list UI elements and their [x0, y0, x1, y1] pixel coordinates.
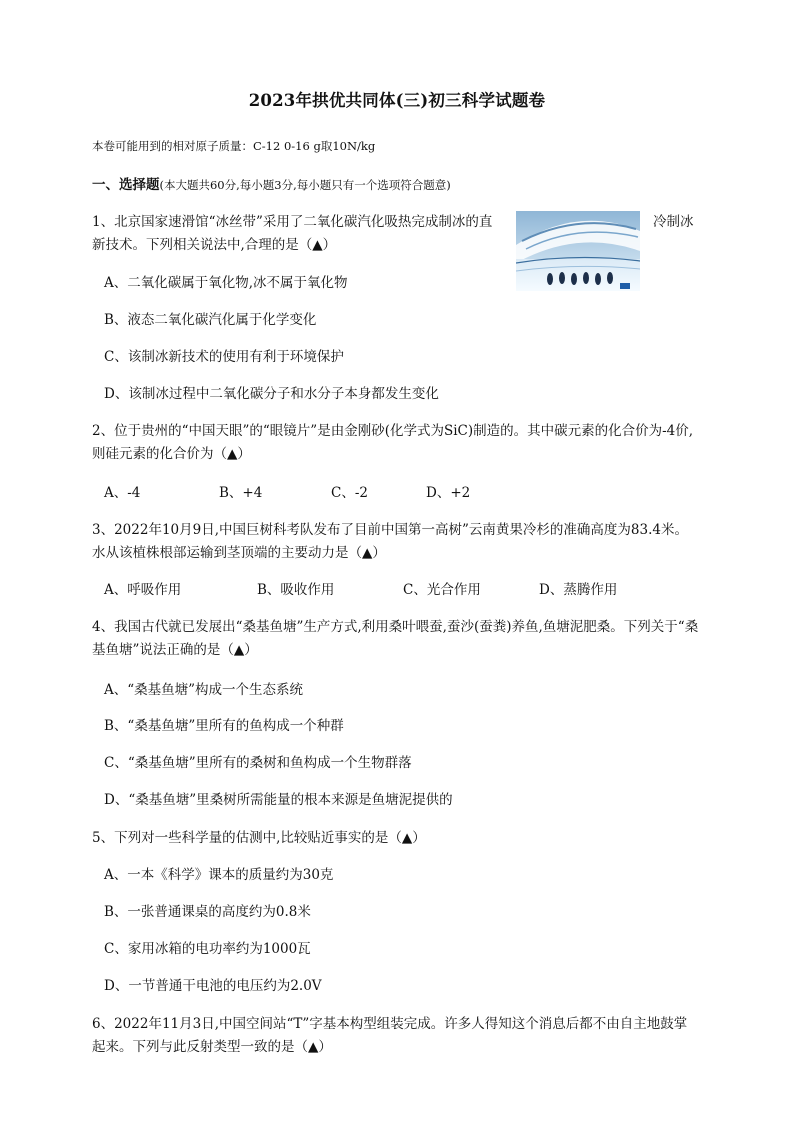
question-2-line-1: 2、位于贵州的“中国天眼”的“眼镜片”是由金刚砂(化学式为SiC)制造的。其中碳元素的化合价为-4价,: [92, 423, 694, 439]
q4-option-d: D、“桑基鱼塘”里桑树所需能量的根本来源是鱼塘泥提供的: [104, 792, 453, 808]
q3-option-a: A、呼吸作用: [104, 582, 182, 598]
q1-option-d: D、该制冰过程中二氧化碳分子和水分子本身都发生变化: [104, 386, 439, 402]
question-4-line-2: 基鱼塘”说法正确的是（▲）: [92, 642, 258, 658]
q4-option-a: A、“桑基鱼塘”构成一个生态系统: [104, 682, 304, 698]
question-2-line-2: 则硅元素的化合价为（▲）: [92, 446, 251, 462]
speed-skating-oval-photo: [516, 211, 640, 291]
question-1-line-1: 1、北京国家速滑馆“冰丝带”采用了二氧化碳汽化吸热完成制冰的直: [92, 214, 493, 230]
q3-option-b: B、吸收作用: [257, 582, 335, 598]
question-1-line-2: 新技术。下列相关说法中,合理的是（▲）: [92, 237, 337, 253]
question-6-line-1: 6、2022年11月3日,中国空间站“T”字基本构型组装完成。许多人得知这个消息后都不由自主地鼓掌: [92, 1016, 688, 1032]
question-6-line-2: 起来。下列与此反射类型一致的是（▲）: [92, 1039, 332, 1055]
q5-option-c: C、家用冰箱的电功率约为1000瓦: [104, 941, 311, 957]
section-instructions: (本大题共60分,每小题3分,每小题只有一个选项符合题意): [159, 178, 451, 192]
section-title: 一、选择题: [92, 177, 160, 193]
question-3-line-1: 3、2022年10月9日,中国巨树科考队发布了目前中国第一高树”云南黄果冷杉的准确高度为83.4米。: [92, 522, 688, 538]
q4-option-c: C、“桑基鱼塘”里所有的桑树和鱼构成一个生物群落: [104, 755, 412, 771]
q4-option-b: B、“桑基鱼塘”里所有的鱼构成一个种群: [104, 718, 344, 734]
q5-option-a: A、一本《科学》课本的质量约为30克: [104, 867, 334, 883]
question-4-line-1: 4、我国古代就已发展出“桑基鱼塘”生产方式,利用桑叶喂蚕,蚕沙(蚕粪)养鱼,鱼塘泥肥桑。下列关于“桑: [92, 619, 699, 635]
section-heading: [92, 173, 451, 193]
q1-option-c: C、该制冰新技术的使用有利于环境保护: [104, 349, 344, 365]
question-5-line-1: 5、下列对一些科学量的估测中,比较贴近事实的是（▲）: [92, 830, 426, 846]
q1-option-b: B、液态二氧化碳汽化属于化学变化: [104, 312, 317, 328]
q1-option-a: A、二氧化碳属于氧化物,冰不属于氧化物: [104, 275, 348, 291]
q2-option-a: A、-4: [104, 485, 141, 501]
question-1-line-1-tail: 冷制冰: [653, 214, 694, 230]
question-3-line-2: 水从该植株根部运输到茎顶端的主要动力是（▲）: [92, 545, 386, 561]
exam-title: 2023年拱优共同体(三)初三科学试题卷: [248, 91, 546, 110]
atomic-mass-note: 本卷可能用到的相对原子质量：C-12 0-16 g取10N/kg: [92, 139, 376, 153]
q3-option-c: C、光合作用: [403, 582, 481, 598]
q3-option-d: D、蒸腾作用: [539, 582, 618, 598]
q2-option-b: B、+4: [219, 485, 263, 501]
q5-option-d: D、一节普通干电池的电压约为2.0V: [104, 978, 322, 994]
q5-option-b: B、一张普通课桌的高度约为0.8米: [104, 904, 311, 920]
q2-option-d: D、+2: [426, 485, 471, 501]
q2-option-c: C、-2: [331, 485, 368, 501]
